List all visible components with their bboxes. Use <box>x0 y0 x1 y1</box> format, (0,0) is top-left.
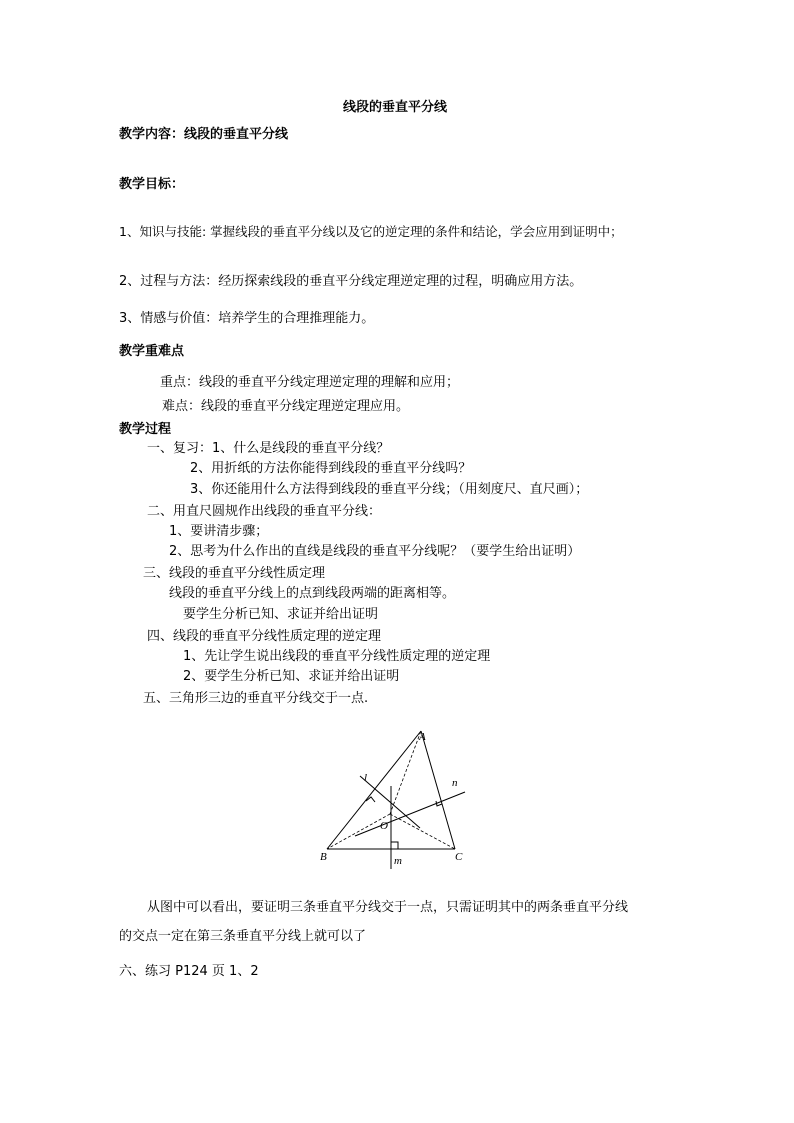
process-line: 三、线段的垂直平分线性质定理 <box>143 566 326 581</box>
side-ca <box>421 731 455 849</box>
side-ab <box>327 731 421 849</box>
process-line: 1、要讲清步骤； <box>169 524 269 539</box>
process-line: 2、用折纸的方法你能得到线段的垂直平分线吗？ <box>190 461 472 476</box>
process-heading: 教学过程 <box>119 422 172 437</box>
goals-heading: 教学目标： <box>119 177 185 192</box>
key-points-heading: 教学重难点 <box>119 344 185 359</box>
label-n: n <box>452 777 458 789</box>
bisector-n <box>355 792 465 836</box>
process-line: 五、三角形三边的垂直平分线交于一点. <box>143 691 369 706</box>
right-angle-mark <box>391 842 398 849</box>
process-line: 线段的垂直平分线上的点到线段两端的距离相等。 <box>169 586 456 601</box>
conclusion-line: 的交点一定在第三条垂直平分线上就可以了 <box>119 929 367 944</box>
key-point-difficulty: 难点：线段的垂直平分线定理逆定理应用。 <box>162 399 410 414</box>
exercise-line: 六、练习 P124 页 1、2 <box>119 964 259 979</box>
page-title: 线段的垂直平分线 <box>343 100 448 115</box>
label-m: m <box>394 855 402 867</box>
process-line: 2、思考为什么作出的直线是线段的垂直平分线呢？（要学生给出证明） <box>169 544 581 559</box>
triangle-figure <box>310 724 490 872</box>
label-b: B <box>320 851 327 863</box>
goal-item: 1、知识与技能: 掌握线段的垂直平分线以及它的逆定理的条件和结论，学会应用到证明中； <box>119 224 623 239</box>
process-line: 二、用直尺圆规作出线段的垂直平分线： <box>147 504 382 519</box>
label-o: O <box>380 820 388 832</box>
process-line: 2、要学生分析已知、求证并给出证明 <box>183 669 400 684</box>
label-c: C <box>455 851 463 863</box>
segment-oc <box>390 814 455 849</box>
goal-item: 2、过程与方法：经历探索线段的垂直平分线定理逆定理的过程，明确应用方法。 <box>119 274 583 289</box>
content-heading: 教学内容：线段的垂直平分线 <box>119 127 289 142</box>
goal-item: 3、情感与价值：培养学生的合理推理能力。 <box>119 311 375 326</box>
label-l: l <box>364 772 368 784</box>
process-line: 一、复习：1、什么是线段的垂直平分线？ <box>147 441 390 456</box>
process-line: 四、线段的垂直平分线性质定理的逆定理 <box>147 629 382 644</box>
bisector-l <box>360 776 420 828</box>
label-a: A <box>419 731 426 743</box>
key-point-focus: 重点：线段的垂直平分线定理逆定理的理解和应用； <box>160 375 460 390</box>
process-line: 3、你还能用什么方法得到线段的垂直平分线；（用刻度尺、直尺画）； <box>190 482 589 497</box>
process-line: 1、先让学生说出线段的垂直平分线性质定理的逆定理 <box>183 649 491 664</box>
conclusion-line: 从图中可以看出，要证明三条垂直平分线交于一点，只需证明其中的两条垂直平分线 <box>147 900 629 915</box>
process-line: 要学生分析已知、求证并给出证明 <box>183 607 379 622</box>
segment-oa <box>390 731 421 814</box>
